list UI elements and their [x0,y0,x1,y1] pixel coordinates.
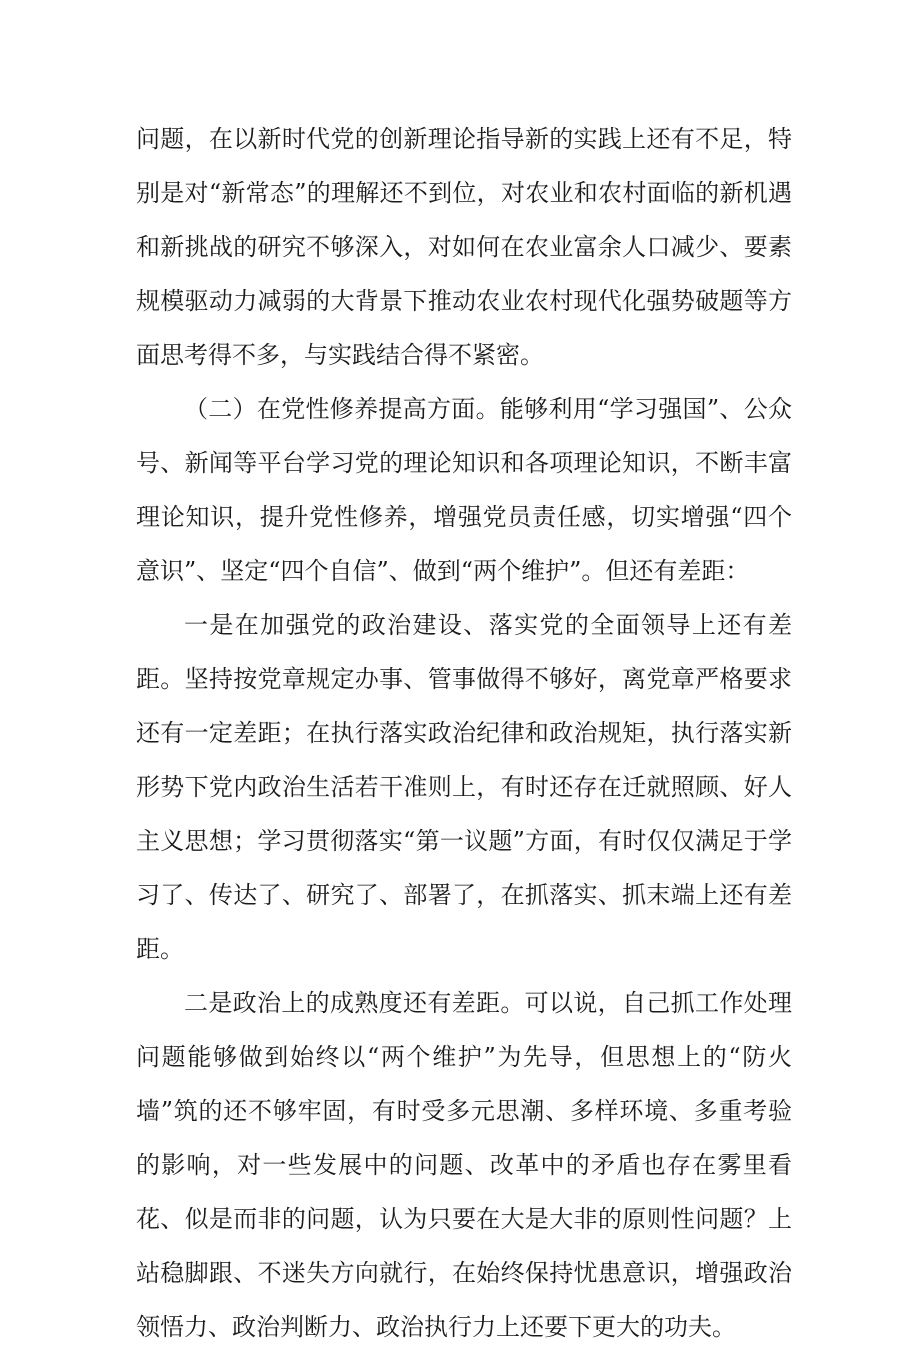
paragraph-party-cultivation: （二）在党性修养提高方面。能够利用“学习强国”、公众号、新闻等平台学习党的理论知识和各项理论知识，不断丰富理论知识，提升党性修养，增强党员责任感，切实增强“四个意识”、坚定“四个自信”、做到“两个维护”。但还有差距： [136,395,792,585]
document-body [136,112,792,1354]
paragraph-problem-summary: 问题，在以新时代党的创新理论指导新的实践上还有不足，特别是对“新常态”的理解还不到位，对农业和农村面临的新机遇和新挑战的研究不够深入，对如何在农业富余人口减少、要素规模驱动力减弱的大背景下推动农业农村现代化强势破题等方面思考得不多，与实践结合得不紧密。 [136,125,792,369]
paragraph-first-gap: 一是在加强党的政治建设、落实党的全面领导上还有差距。坚持按党章规定办事、管事做得不够好，离党章严格要求还有一定差距；在执行落实政治纪律和政治规矩，执行落实新形势下党内政治生活若干准则上，有时还存在迁就照顾、好人主义思想；学习贯彻落实“第一议题”方面，有时仅仅满足于学习了、传达了、研究了、部署了，在抓落实、抓末端上还有差距。 [136,611,792,963]
paragraph-second-gap: 二是政治上的成熟度还有差距。可以说，自己抓工作处理问题能够做到始终以“两个维护”为先导，但思想上的“防火墙”筑的还不够牢固，有时受多元思潮、多样环境、多重考验的影响，对一些发展中的问题、改革中的矛盾也存在雾里看花、似是而非的问题，认为只要在大是大非的原则性问题？上站稳脚跟、不迷失方向就行，在始终保持忧患意识，增强政治领悟力、政治判断力、政治执行力上还要下更大的功夫。 [136,989,792,1341]
